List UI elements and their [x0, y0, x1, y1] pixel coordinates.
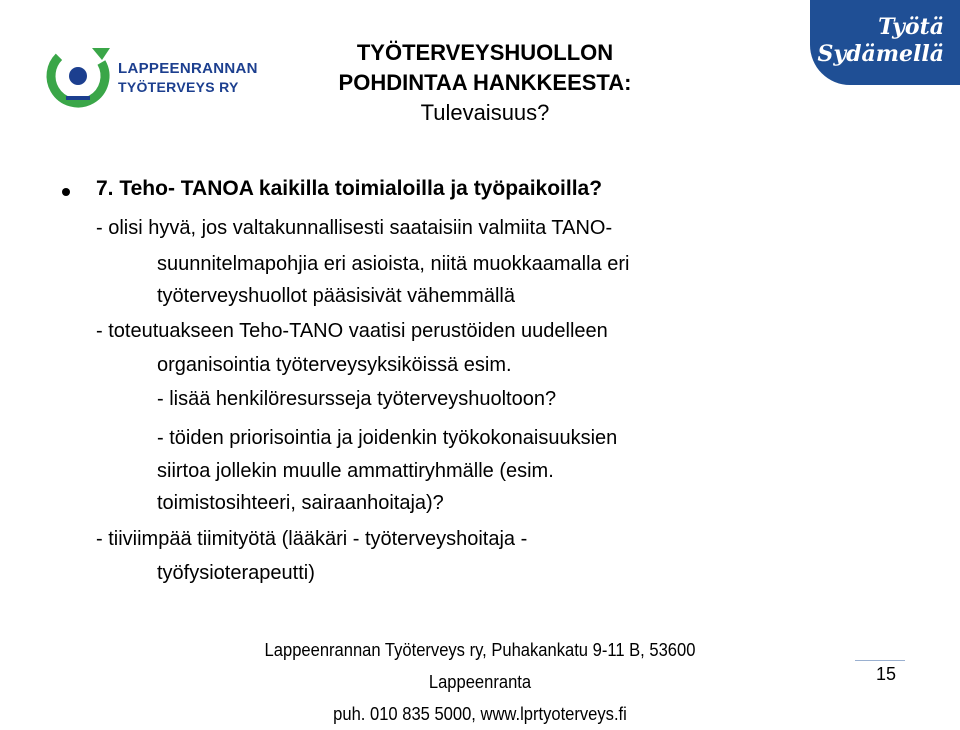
- body-line: - lisää henkilöresursseja työterveyshuoltoon?: [157, 388, 557, 410]
- body-line: toimistosihteeri, sairaanhoitaja)?: [157, 492, 444, 514]
- body-line: - töiden priorisointia ja joidenkin työkokonaisuuksien: [157, 427, 618, 449]
- lappeenrannan-tyoterveys-logo: [42, 38, 282, 110]
- body-line: - olisi hyvä, jos valtakunnallisesti saataisiin valmiita TANO-: [96, 217, 613, 239]
- logo-line1: LAPPEENRANNAN: [118, 60, 258, 77]
- body-line: suunnitelmapohjia eri asioista, niitä muokkaamalla eri: [157, 253, 630, 275]
- body-line: työfysioterapeutti): [157, 562, 315, 584]
- body-line: organisointia työterveysyksiköissä esim.: [157, 354, 512, 376]
- footer-contact: puh. 010 835 5000, www.lprtyoterveys.fi: [333, 704, 627, 724]
- corner-logo-text: [817, 14, 944, 68]
- body-line: - tiiviimpää tiimityötä (lääkäri - työterveyshoitaja -: [96, 528, 528, 550]
- body-line: työterveyshuollot pääsisivät vähemmällä: [157, 285, 515, 307]
- title-line1: TYÖTERVEYSHUOLLON: [356, 40, 614, 65]
- page-number: 15: [875, 664, 896, 684]
- corner-logo-line1: Työtä: [878, 14, 944, 40]
- page-number-divider: [855, 660, 905, 661]
- bullet-heading: 7. Teho- TANOA kaikilla toimialoilla ja työpaikoilla?: [96, 177, 603, 200]
- logo-line2: TYÖTERVEYS RY: [118, 79, 239, 95]
- footer-address: Lappeenrannan Työterveys ry, Puhakankatu 9-11 B, 53600 Lappeenranta: [264, 640, 696, 692]
- bullet-icon: [62, 188, 70, 196]
- tyota-sydamella-logo: [810, 0, 960, 85]
- body-line: siirtoa jollekin muulle ammattiryhmälle (esim.: [157, 460, 554, 482]
- slide-title: [290, 38, 680, 128]
- logo-text: [118, 60, 258, 96]
- title-line3: Tulevaisuus?: [420, 100, 550, 125]
- body-line: - toteutuakseen Teho-TANO vaatisi perustöiden uudelleen: [96, 320, 608, 342]
- logo-emblem-icon: [42, 38, 114, 110]
- corner-logo-line2: Sydämellä: [817, 41, 944, 67]
- title-line2: POHDINTAA HANKKEESTA:: [338, 70, 632, 95]
